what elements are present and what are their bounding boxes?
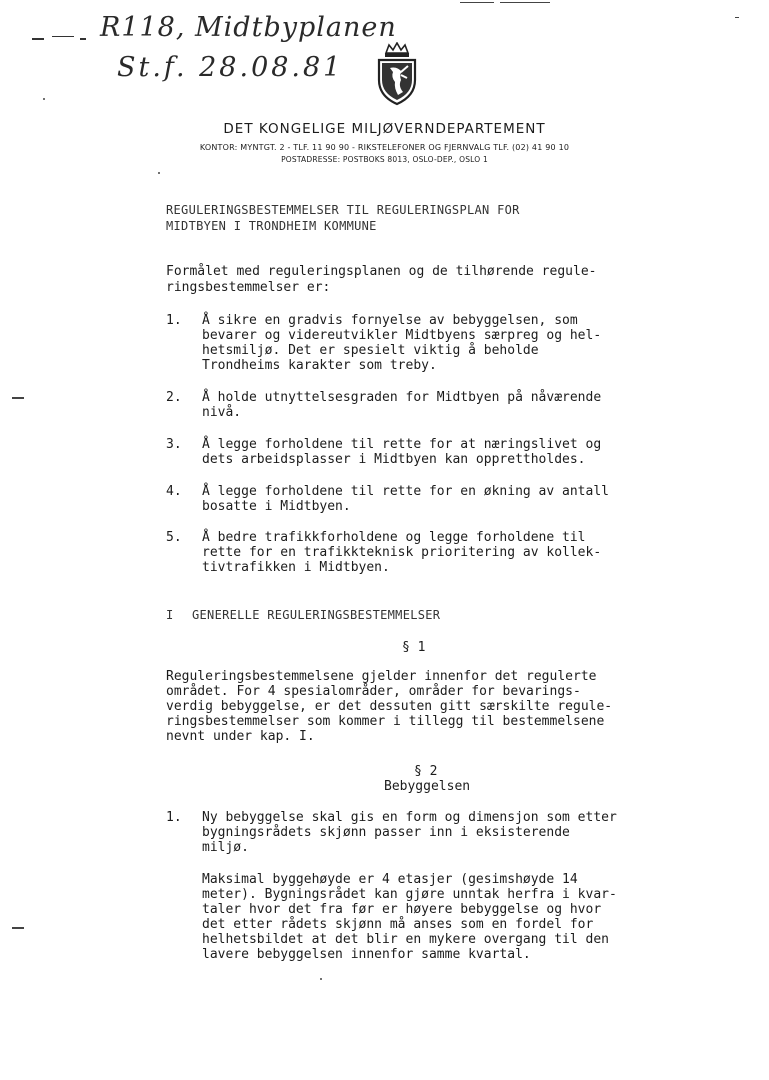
goal-text: Å holde utnyttelsesgraden for Midtbyen på nåværende	[202, 390, 602, 405]
document-title: MIDTBYEN I TRONDHEIM KOMMUNE	[166, 219, 377, 233]
paragraph-text: Maksimal byggehøyde er 4 etasjer (gesimshøyde 14	[202, 872, 578, 887]
paragraph-text: meter). Bygningsrådet kan gjøre unntak herfra i kvar-	[202, 887, 617, 902]
margin-mark	[12, 397, 24, 399]
chapter-title: GENERELLE REGULERINGSBESTEMMELSER	[192, 608, 441, 622]
handwritten-reference: R118, Midtbyplanen	[100, 12, 397, 43]
paragraph-text: helhetsbildet at det blir en mykere overgang til den	[202, 932, 609, 947]
ministry-name: DET KONGELIGE MILJØVERNDEPARTEMENT	[223, 121, 546, 137]
postal-address: POSTADRESSE: POSTBOKS 8013, OSLO-DEP., OSLO 1	[281, 155, 488, 164]
goal-text: bevarer og videreutvikler Midtbyens særpreg og hel-	[202, 328, 602, 343]
intro-text: ringsbestemmelser er:	[166, 280, 331, 295]
section-heading: § 1	[402, 640, 426, 655]
office-address: KONTOR: MYNTGT. 2 - TLF. 11 90 90 - RIKSTELEFONER OG FJERNVALG TLF. (02) 41 90 10	[199, 143, 570, 152]
scribble-mark	[52, 36, 74, 37]
handwritten-date: St.f. 28.08.81	[117, 52, 344, 83]
section-text: ringsbestemmelser som kommer i tillegg til bestemmelsene	[166, 714, 605, 729]
intro-text: Formålet med reguleringsplanen og de tilhørende regule-	[166, 264, 597, 279]
goal-number: 2.	[166, 390, 182, 405]
section-subheading: Bebyggelsen	[384, 779, 471, 794]
scan-speck	[320, 978, 322, 980]
goal-text: Å bedre trafikkforholdene og legge forholdene til	[202, 530, 586, 545]
section-text: området. For 4 spesialområder, områder for bevarings-	[166, 684, 581, 699]
scribble-mark	[32, 38, 44, 40]
chapter-number: I	[166, 608, 174, 622]
goal-text: Trondheims karakter som treby.	[202, 358, 437, 373]
paragraph-text: lavere bebyggelsen innenfor samme kvartal.	[202, 947, 531, 962]
goal-text: Å legge forholdene til rette for en økning av antall	[202, 484, 609, 499]
section-text: verdig bebyggelse, er det dessuten gitt særskilte regule-	[166, 699, 613, 714]
margin-mark	[12, 927, 24, 929]
section-heading: § 2	[414, 764, 438, 779]
document-title: REGULERINGSBESTEMMELSER TIL REGULERINGSPLAN FOR	[166, 203, 520, 217]
item-text: bygningsrådets skjønn passer inn i eksisterende	[202, 825, 570, 840]
scan-speck	[43, 98, 45, 100]
item-text: Ny bebyggelse skal gis en form og dimensjon som etter	[202, 810, 617, 825]
paragraph-text: taler hvor det fra før er høyere bebyggelse og hvor	[202, 902, 602, 917]
scan-speck	[158, 172, 160, 174]
goal-text: dets arbeidsplasser i Midtbyen kan opprettholdes.	[202, 452, 586, 467]
goal-text: hetsmiljø. Det er spesielt viktig å beholde	[202, 343, 539, 358]
scan-mark	[460, 2, 494, 3]
coat-of-arms-icon	[374, 42, 420, 106]
section-text: nevnt under kap. I.	[166, 729, 315, 744]
goal-text: Å sikre en gradvis fornyelse av bebyggelsen, som	[202, 313, 578, 328]
goal-text: Å legge forholdene til rette for at næringslivet og	[202, 437, 602, 452]
paragraph-text: det etter rådets skjønn må anses som en fordel for	[202, 917, 594, 932]
goal-text: nivå.	[202, 405, 242, 420]
scan-mark	[735, 17, 739, 18]
scan-mark	[500, 2, 550, 3]
goal-text: bosatte i Midtbyen.	[202, 499, 351, 514]
goal-number: 1.	[166, 313, 182, 328]
item-text: miljø.	[202, 840, 249, 855]
goal-number: 5.	[166, 530, 182, 545]
goal-number: 3.	[166, 437, 182, 452]
item-number: 1.	[166, 810, 182, 825]
goal-text: rette for en trafikkteknisk prioritering av kollek-	[202, 545, 602, 560]
scribble-mark	[80, 38, 86, 40]
section-text: Reguleringsbestemmelsene gjelder innenfor det regulerte	[166, 669, 597, 684]
goal-text: tivtrafikken i Midtbyen.	[202, 560, 390, 575]
goal-number: 4.	[166, 484, 182, 499]
